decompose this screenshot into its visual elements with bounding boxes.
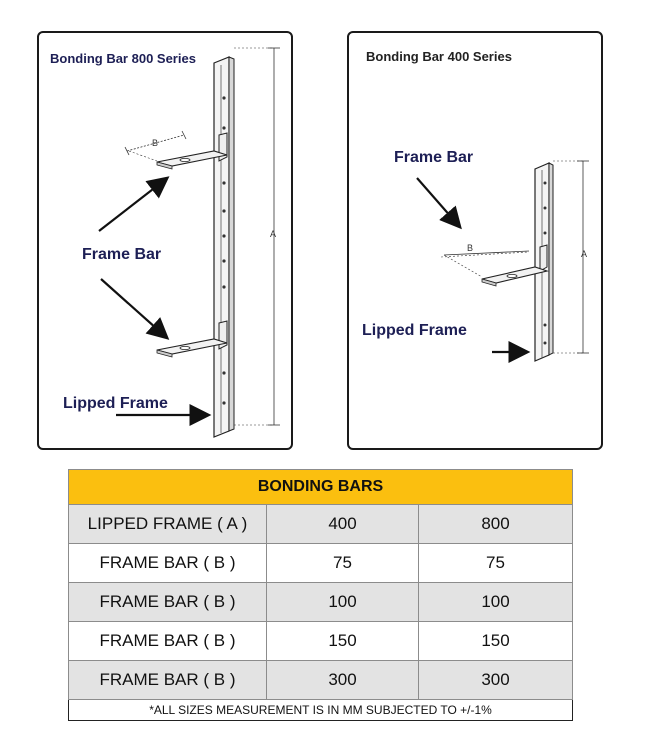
row-label: LIPPED FRAME ( A ) <box>69 505 267 544</box>
row-label: FRAME BAR ( B ) <box>69 661 267 700</box>
cell-value: 800 <box>419 505 573 544</box>
dimension-b-label-400: B <box>467 243 474 253</box>
callout-frame-bar-400: Frame Bar <box>394 149 474 166</box>
arrow-frame-bar-400 <box>417 178 459 226</box>
dimension-b-800 <box>125 131 186 161</box>
dimension-b-label: B <box>152 138 159 148</box>
table-note: *ALL SIZES MEASUREMENT IS IN MM SUBJECTED TO +/-1% <box>69 700 573 721</box>
cell-value: 100 <box>419 583 573 622</box>
dimension-a-800 <box>234 48 280 425</box>
cell-value: 400 <box>267 505 419 544</box>
table-row <box>69 544 573 583</box>
cell-value: 75 <box>419 544 573 583</box>
bonding-bars-table <box>68 469 573 721</box>
cell-value: 150 <box>267 622 419 661</box>
row-label: FRAME BAR ( B ) <box>69 622 267 661</box>
row-label: FRAME BAR ( B ) <box>69 544 267 583</box>
table-row <box>69 583 573 622</box>
lipped-frame-800 <box>214 57 234 437</box>
bonding-bar-800-drawing <box>39 33 295 452</box>
diagram-title-800: Bonding Bar 800 Series <box>50 51 196 66</box>
cell-value: 300 <box>267 661 419 700</box>
cell-value: 75 <box>267 544 419 583</box>
callout-lipped-frame-400: Lipped Frame <box>362 322 467 339</box>
dimension-a-400 <box>553 161 589 353</box>
dimension-a-label-400: A <box>581 249 588 259</box>
dimension-a-label: A <box>270 229 277 239</box>
diagram-800-series <box>37 31 293 450</box>
arrow-frame-bar-bottom-800 <box>101 279 166 337</box>
cell-value: 100 <box>267 583 419 622</box>
diagram-title-400: Bonding Bar 400 Series <box>366 49 512 64</box>
row-label: FRAME BAR ( B ) <box>69 583 267 622</box>
diagram-400-series <box>347 31 603 450</box>
arrow-frame-bar-top-800 <box>99 179 166 231</box>
table-row <box>69 505 573 544</box>
bonding-bar-400-drawing <box>349 33 605 452</box>
cell-value: 150 <box>419 622 573 661</box>
callout-frame-bar-800: Frame Bar <box>82 246 162 263</box>
cell-value: 300 <box>419 661 573 700</box>
callout-lipped-frame-800: Lipped Frame <box>63 395 168 412</box>
table-row <box>69 622 573 661</box>
table-row <box>69 661 573 700</box>
table-title: BONDING BARS <box>69 470 573 505</box>
